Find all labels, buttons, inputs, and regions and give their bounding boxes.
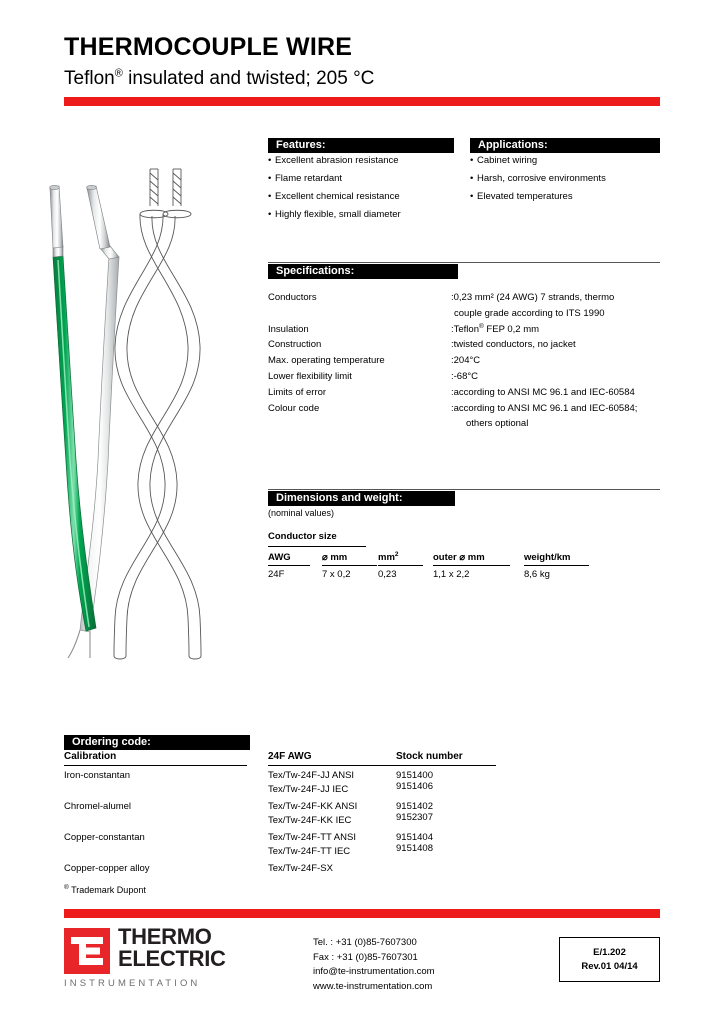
- list-item-label: Flame retardant: [275, 173, 343, 184]
- spec-value: :0,23 mm² (24 AWG) 7 strands, thermo: [451, 292, 615, 303]
- specifications-top-rule: [268, 262, 660, 263]
- header-accent-bar: [64, 97, 660, 106]
- spec-value: :according to ANSI MC 96.1 and IEC-60584: [451, 386, 635, 398]
- applications-list: [470, 152, 665, 206]
- te-monogram-icon: [64, 928, 110, 974]
- spec-value-continuation: others optional: [466, 418, 529, 430]
- spec-row-continuation: [268, 418, 660, 434]
- fax-number: Fax : +31 (0)85-7607301: [313, 951, 418, 963]
- list-item-label: Highly flexible, small diameter: [275, 209, 401, 220]
- list-item-label: Harsh, corrosive environments: [477, 173, 606, 184]
- spec-label: Construction: [268, 339, 322, 351]
- website-url[interactable]: www.te-instrumentation.com: [313, 980, 433, 992]
- wire-photo-view: [50, 185, 119, 658]
- phone-number: Tel. : +31 (0)85-7607300: [313, 937, 417, 948]
- dimensions-col-diameter: ⌀ mm: [322, 552, 377, 566]
- ordering-col-calibration: Calibration: [64, 751, 117, 762]
- dimensions-col-awg: AWG: [268, 552, 310, 566]
- list-item-label: Excellent chemical resistance: [275, 191, 400, 202]
- list-item: [268, 206, 458, 224]
- dimensions-col-area: [378, 552, 423, 566]
- table-cell: 7 x 0,2: [322, 569, 351, 580]
- dimensions-col-outer-diameter: outer ⌀ mm: [433, 552, 510, 566]
- spec-value: :204°C: [451, 355, 481, 367]
- table-cell: Tex/Tw-24F-JJ ANSI: [268, 770, 355, 781]
- spec-value-text: :Teflon: [451, 323, 479, 335]
- table-cell: 9151404: [396, 832, 433, 843]
- bullet-icon: •: [268, 155, 272, 166]
- spec-value-continuation: couple grade according to ITS 1990: [454, 307, 605, 319]
- list-item: [470, 170, 665, 188]
- wire-illustration: [40, 160, 240, 660]
- spec-label: Colour code: [268, 402, 320, 414]
- spec-row: [268, 339, 660, 355]
- table-cell: 9151406: [396, 781, 433, 792]
- table-cell: 9151402: [396, 801, 433, 812]
- table-row: Copper-constantan: [64, 832, 145, 843]
- logo-line-electric: ELECTRIC: [118, 946, 226, 971]
- table-row: Iron-constantan: [64, 770, 131, 781]
- trademark-note-text: Trademark Dupont: [68, 885, 146, 895]
- bullet-icon: •: [470, 155, 474, 166]
- logo-wordmark: [118, 926, 226, 970]
- table-row: Copper-copper alloy: [64, 863, 150, 874]
- spec-row: [268, 371, 660, 387]
- spec-value: :twisted conductors, no jacket: [451, 339, 576, 351]
- page-subtitle: [64, 68, 374, 90]
- spec-row: [268, 403, 660, 419]
- table-cell: 0,23: [378, 569, 397, 580]
- table-cell: Tex/Tw-24F-SX: [268, 863, 333, 874]
- wire-line-drawing-view: [114, 169, 201, 659]
- bullet-icon: •: [470, 191, 474, 202]
- table-row: Chromel-alumel: [64, 801, 132, 812]
- list-item: [268, 152, 458, 170]
- table-cell: Tex/Tw-24F-KK ANSI: [268, 801, 358, 812]
- table-cell: 9152307: [396, 812, 433, 823]
- bullet-icon: •: [268, 173, 272, 184]
- ordering-code-heading: Ordering code:: [64, 735, 250, 750]
- contact-block: [313, 936, 435, 994]
- registered-mark: ®: [114, 67, 123, 80]
- document-number: E/1.202: [593, 947, 626, 958]
- ordering-underline-calibration: [64, 765, 247, 766]
- spec-label: Insulation: [268, 323, 309, 335]
- applications-heading: Applications:: [470, 138, 660, 153]
- conductor-size-label: Conductor size: [268, 531, 337, 542]
- table-cell: 1,1 x 2,2: [433, 569, 470, 580]
- spec-value-text-rest: FEP 0,2 mm: [483, 323, 540, 335]
- spec-label: Lower flexibility limit: [268, 370, 352, 382]
- bullet-icon: •: [268, 209, 272, 220]
- table-cell: Tex/Tw-24F-JJ IEC: [268, 784, 349, 795]
- spec-value: :-68°C: [451, 370, 479, 382]
- conductor-size-underline: [268, 546, 366, 547]
- features-heading: Features:: [268, 138, 454, 153]
- spec-value: [451, 324, 539, 335]
- table-cell: Tex/Tw-24F-KK IEC: [268, 815, 352, 826]
- table-cell: 9151400: [396, 770, 433, 781]
- revision-box: [559, 937, 660, 982]
- table-cell: Tex/Tw-24F-TT IEC: [268, 846, 351, 857]
- table-cell: 24F: [268, 569, 285, 580]
- logo-line-thermo: THERMO: [118, 924, 212, 949]
- list-item-label: Cabinet wiring: [477, 155, 538, 166]
- ordering-underline-codes: [268, 765, 496, 766]
- dimensions-nominal-note: (nominal values): [268, 508, 335, 518]
- spec-label: Conductors: [268, 292, 317, 303]
- ordering-col-stock-number: Stock number: [396, 751, 463, 762]
- registered-mark: ®: [64, 884, 69, 891]
- logo-tagline: INSTRUMENTATION: [64, 978, 201, 989]
- table-cell: 8,6 kg: [524, 569, 550, 580]
- list-item: [470, 152, 665, 170]
- subtitle-text: Teflon: [64, 68, 115, 89]
- list-item-label: Elevated temperatures: [477, 191, 573, 202]
- dimensions-col-weight: weight/km: [524, 552, 589, 566]
- company-logo: [64, 924, 226, 994]
- specifications-heading: Specifications:: [268, 264, 458, 279]
- trademark-note: [64, 885, 146, 895]
- spec-label: Limits of error: [268, 386, 327, 398]
- spec-row: [268, 324, 660, 340]
- spec-label: Max. operating temperature: [268, 355, 385, 367]
- page-title: THERMOCOUPLE WIRE: [64, 33, 353, 61]
- spec-value: :according to ANSI MC 96.1 and IEC-60584;: [451, 402, 638, 414]
- dimensions-heading: Dimensions and weight:: [268, 491, 455, 506]
- ordering-col-awg: 24F AWG: [268, 751, 312, 762]
- dimensions-top-rule: [268, 489, 660, 490]
- bullet-icon: •: [470, 173, 474, 184]
- spec-row-continuation: [268, 308, 660, 324]
- spec-row: [268, 355, 660, 371]
- table-cell: Tex/Tw-24F-TT ANSI: [268, 832, 356, 843]
- spec-row: [268, 292, 660, 308]
- footer-accent-bar: [64, 909, 660, 918]
- dimensions-col-area-base: mm: [378, 552, 395, 563]
- spec-row: [268, 387, 660, 403]
- bullet-icon: •: [268, 191, 272, 202]
- list-item-label: Excellent abrasion resistance: [275, 155, 399, 166]
- specifications-table: [268, 292, 660, 434]
- registered-mark: ®: [479, 322, 484, 330]
- dimensions-col-area-exponent: 2: [394, 550, 399, 558]
- list-item: [470, 188, 665, 206]
- list-item: [268, 170, 458, 188]
- email-address[interactable]: info@te-instrumentation.com: [313, 966, 435, 977]
- list-item: [268, 188, 458, 206]
- subtitle-text-rest: insulated and twisted; 205 °C: [122, 68, 375, 89]
- table-cell: 9151408: [396, 843, 433, 854]
- revision-number: Rev.01 04/14: [581, 961, 638, 972]
- features-list: [268, 152, 458, 224]
